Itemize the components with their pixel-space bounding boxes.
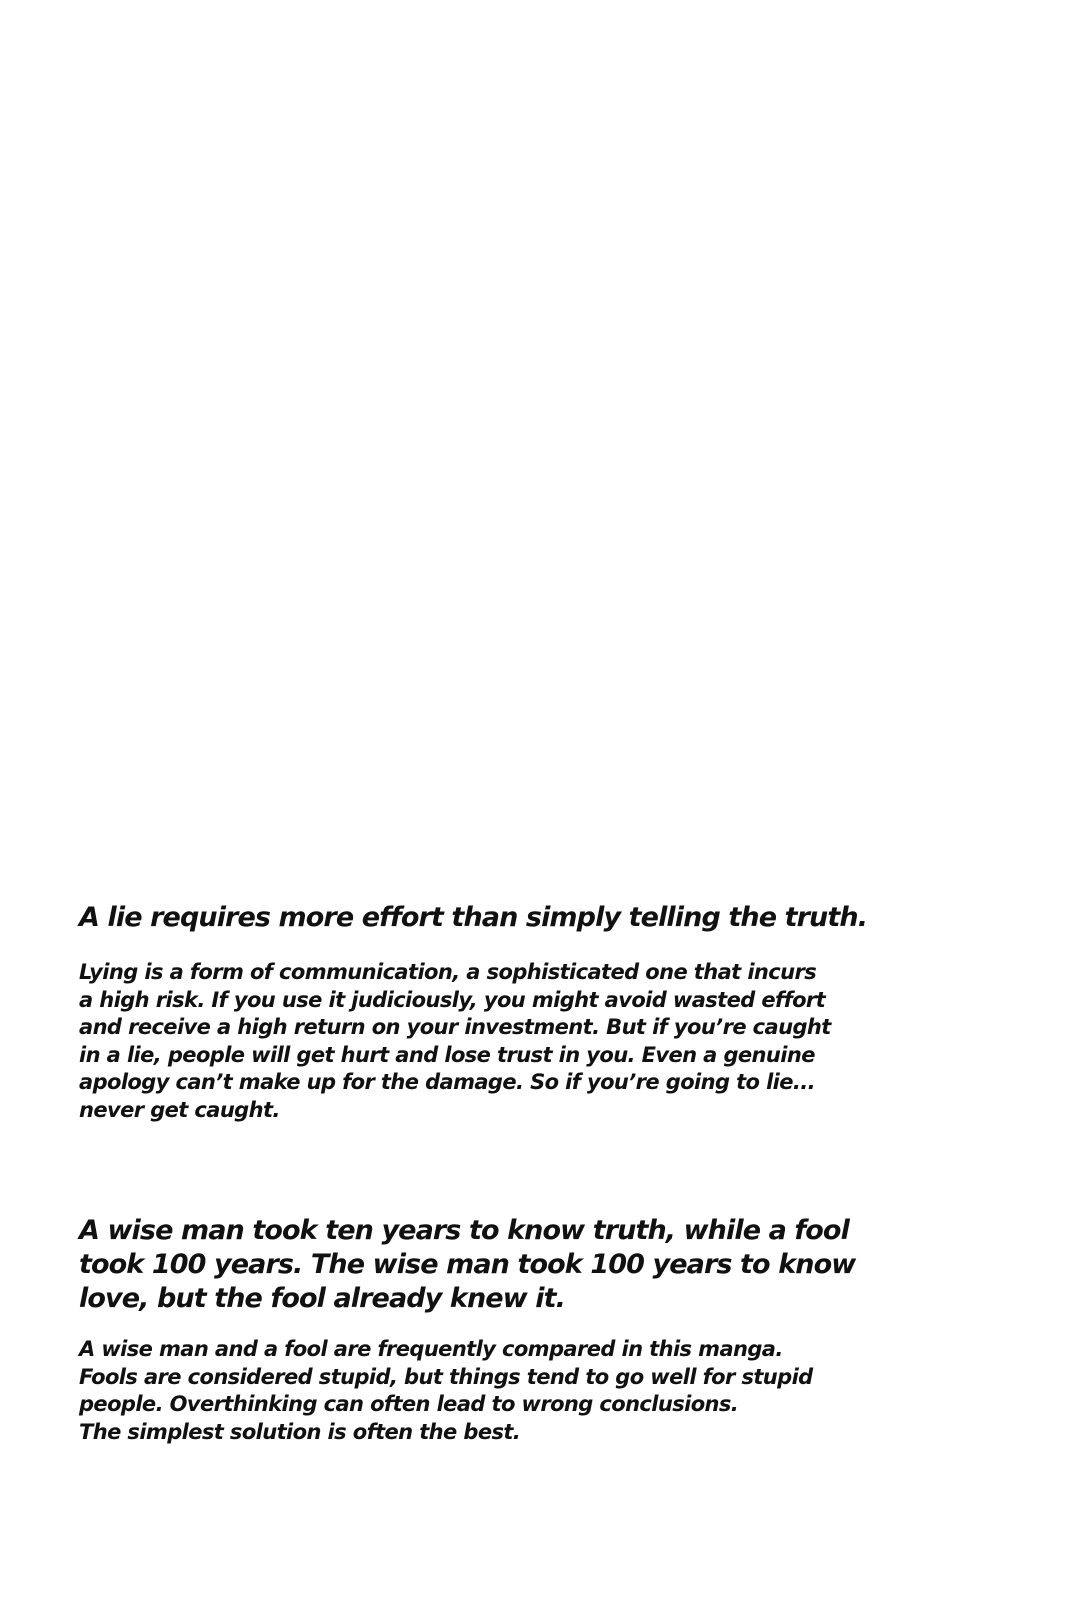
wise-man-body xyxy=(79,1336,979,1446)
body-line: never get caught. xyxy=(79,1097,280,1122)
heading-line: took 100 years. The wise man took 100 years to know xyxy=(79,1249,856,1280)
heading-line: love, but the fool already knew it. xyxy=(79,1283,565,1314)
wise-man-section xyxy=(79,1214,979,1446)
body-line: and receive a high return on your investment. But if you’re caught xyxy=(79,1015,831,1039)
body-line: A wise man and a fool are frequently compared in this manga. xyxy=(79,1337,783,1361)
body-line: apology can’t make up for the damage. So if you’re going to lie... xyxy=(79,1070,816,1094)
body-line: Fools are considered stupid, but things tend to go well for stupid xyxy=(79,1364,813,1389)
heading-line: A wise man took ten years to know truth, while a fool xyxy=(79,1215,849,1246)
body-line: Lying is a form of communication, a sophisticated one that incurs xyxy=(79,960,817,984)
body-line: people. Overthinking can often lead to wrong conclusions. xyxy=(79,1392,739,1416)
lie-section xyxy=(79,901,979,1124)
lie-heading xyxy=(79,901,979,935)
body-line: a high risk. If you use it judiciously, you might avoid wasted effort xyxy=(79,987,826,1012)
body-line: The simplest solution is often the best. xyxy=(79,1419,521,1444)
lie-body xyxy=(79,959,979,1124)
wise-man-heading xyxy=(79,1214,979,1316)
heading-line: A lie requires more effort than simply telling the truth. xyxy=(79,902,868,933)
body-line: in a lie, people will get hurt and lose trust in you. Even a genuine xyxy=(79,1042,815,1067)
